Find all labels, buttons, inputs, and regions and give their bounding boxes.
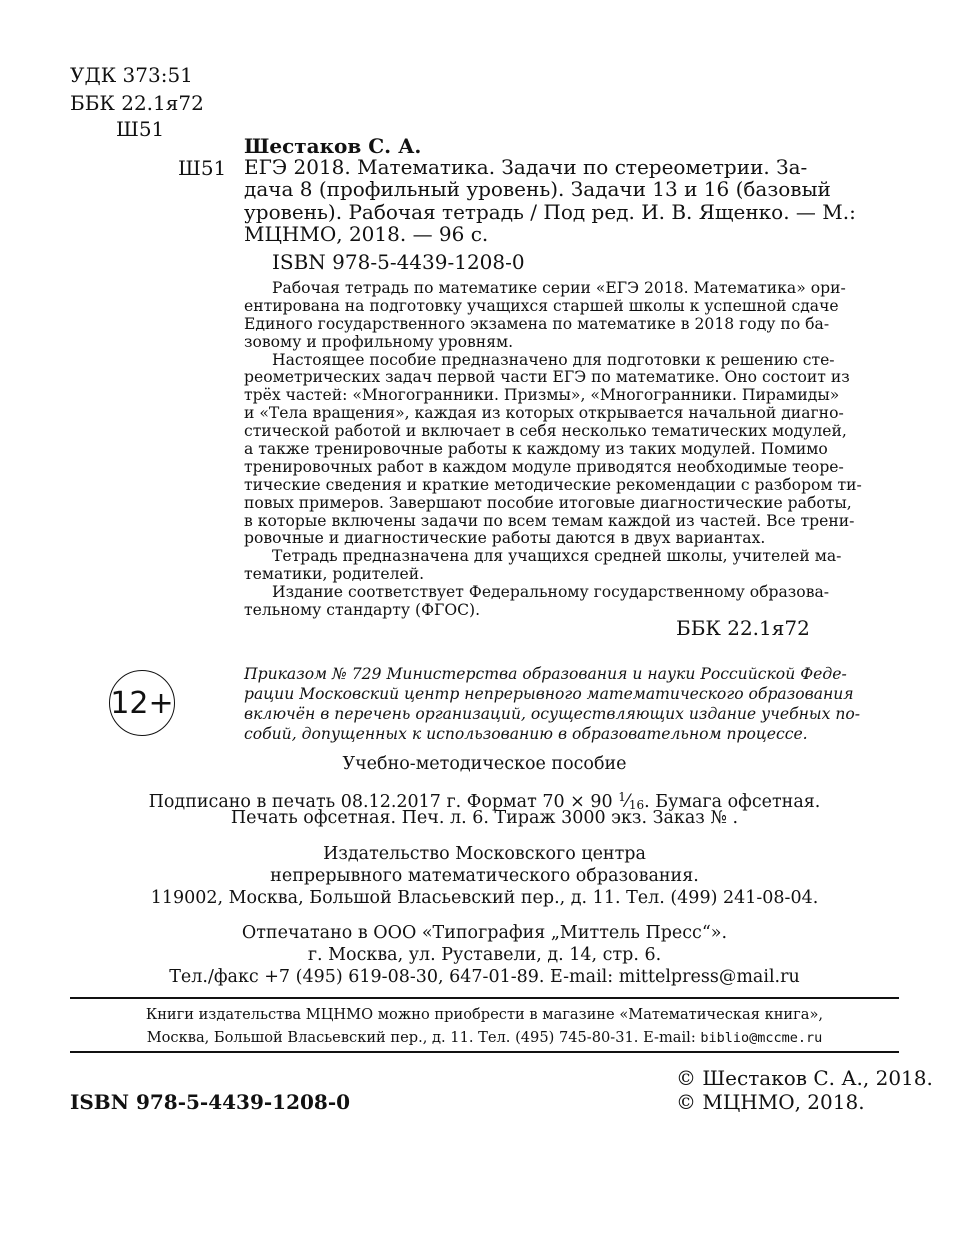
age-rating-label: 12+ bbox=[110, 685, 174, 721]
abstract-line: тельному стандарту (ФГОС). bbox=[244, 601, 481, 620]
copyright-publisher: © МЦНМО, 2018. bbox=[676, 1090, 865, 1114]
abstract-line: Тетрадь предназначена для учащихся средней школы, учителей ма- bbox=[272, 547, 842, 566]
abstract-line: тематики, родителей. bbox=[244, 565, 425, 584]
abstract-text bbox=[244, 279, 862, 620]
entry-sign-code: Ш51 bbox=[178, 156, 227, 180]
ministry-order-text bbox=[244, 664, 861, 744]
entry-isbn: ISBN 978-5-4439-1208-0 bbox=[272, 250, 525, 274]
abstract-line: и «Тела вращения», каждая из которых открывается начальной диагно- bbox=[244, 404, 844, 423]
print-details-line: Печать офсетная. Печ. л. 6. Тираж 3000 экз. Заказ № . bbox=[230, 808, 739, 828]
format-fraction-numerator: 1 bbox=[618, 790, 626, 804]
udk-code: УДК 373:51 bbox=[70, 63, 193, 87]
abstract-line: ровочные и диагностические работы даются в двух вариантах. bbox=[244, 529, 766, 548]
abstract-line: Рабочая тетрадь по математике серии «ЕГЭ 2018. Математика» ори- bbox=[272, 279, 846, 297]
order-line: собий, допущенных к использованию в образовательном процессе. bbox=[244, 725, 808, 743]
printer-address: г. Москва, ул. Руставели, д. 14, стр. 6. bbox=[307, 945, 662, 965]
publisher-line: Издательство Московского центра bbox=[323, 844, 646, 864]
abstract-line: а также тренировочные работы к каждому из таких модулей. Помимо bbox=[244, 440, 828, 459]
divider-bottom bbox=[70, 1051, 899, 1053]
abstract-line: повых примеров. Завершают пособие итоговые диагностические работы, bbox=[244, 493, 852, 512]
abstract-bbk: ББК 22.1я72 bbox=[676, 616, 810, 640]
title-line: уровень). Рабочая тетрадь / Под ред. И. В. Ященко. — М.: bbox=[244, 199, 856, 224]
abstract-line: трёх частей: «Многогранники. Призмы», «Многогранники. Пирамиды» bbox=[244, 386, 840, 405]
printer-line: Отпечатано в ООО «Типография „Миттель Пресс“». bbox=[241, 923, 728, 943]
abstract-line: в которые включены задачи по всем темам каждой из частей. Все трени- bbox=[244, 511, 855, 530]
abstract-line: зовому и профильному уровням. bbox=[244, 332, 514, 351]
paper-type-text: . Бумага офсетная. bbox=[644, 792, 821, 812]
copyright-author: © Шестаков С. А., 2018. bbox=[676, 1066, 933, 1090]
publication-kind: Учебно-методическое пособие bbox=[342, 754, 627, 774]
abstract-line: тренировочных работ в каждом модуле приводятся необходимые теоре- bbox=[244, 457, 844, 476]
abstract-line: реометрических задач первой части ЕГЭ по математике. Оно состоит из bbox=[244, 368, 850, 387]
publisher-line: непрерывного математического образования. bbox=[270, 866, 699, 886]
order-line: рации Московский центр непрерывного математического образования bbox=[244, 685, 854, 703]
shop-address-text: Москва, Большой Власьевский пер., д. 11. Тел. (495) 745-80-31. E-mail: bbox=[146, 1029, 701, 1046]
title-line: ЕГЭ 2018. Математика. Задачи по стереометрии. За- bbox=[244, 155, 808, 179]
abstract-line: Издание соответствует Федеральному государственному образова- bbox=[272, 583, 830, 602]
title-line: МЦНМО, 2018. — 96 с. bbox=[244, 222, 489, 247]
footer-isbn: ISBN 978-5-4439-1208-0 bbox=[70, 1090, 351, 1114]
author-name: Шестаков С. А. bbox=[244, 134, 422, 158]
order-line: включён в перечень организаций, осуществляющих издание учебных по- bbox=[244, 705, 861, 723]
abstract-line: Единого государственного экзамена по математике в 2018 году по ба- bbox=[244, 314, 830, 333]
abstract-line: тические сведения и краткие методические рекомендации с разбором ти- bbox=[244, 475, 862, 494]
format-fraction-denominator: 16 bbox=[628, 798, 645, 812]
book-title-block bbox=[244, 155, 856, 247]
bbk-code: ББК 22.1я72 bbox=[70, 91, 204, 115]
print-signed-line: Подписано в печать 08.12.2017 г. Формат 70 × 90 $^1$⁄16. Бумага офсетная. bbox=[148, 790, 821, 812]
printer-contacts: Тел./факс +7 (495) 619-08-30, 647-01-89. E-mail: mittelpress@mail.ru bbox=[169, 967, 800, 987]
abstract-line: Настоящее пособие предназначено для подготовки к решению сте- bbox=[272, 350, 835, 369]
author-sign-code: Ш51 bbox=[116, 117, 165, 141]
abstract-line: ентирована на подготовку учащихся старшей школы к успешной сдаче bbox=[244, 296, 839, 315]
age-rating-badge bbox=[109, 670, 175, 736]
shop-line: Книги издательства МЦНМО можно приобрести в магазине «Математическая книга», bbox=[145, 1006, 824, 1023]
divider-top bbox=[70, 997, 899, 999]
abstract-line: стической работой и включает в себя несколько тематических модулей, bbox=[244, 422, 847, 441]
shop-email[interactable]: biblio@mccme.ru bbox=[700, 1030, 823, 1046]
publisher-address: 119002, Москва, Большой Власьевский пер., д. 11. Тел. (499) 241-08-04. bbox=[150, 888, 819, 908]
shop-address-line bbox=[70, 1027, 899, 1049]
order-line: Приказом № 729 Министерства образования и науки Российской Феде- bbox=[244, 665, 847, 683]
title-line: дача 8 (профильный уровень). Задачи 13 и 16 (базовый bbox=[244, 177, 831, 202]
print-signed-text: Подписано в печать 08.12.2017 г. Формат 70 × 90 bbox=[148, 792, 619, 812]
